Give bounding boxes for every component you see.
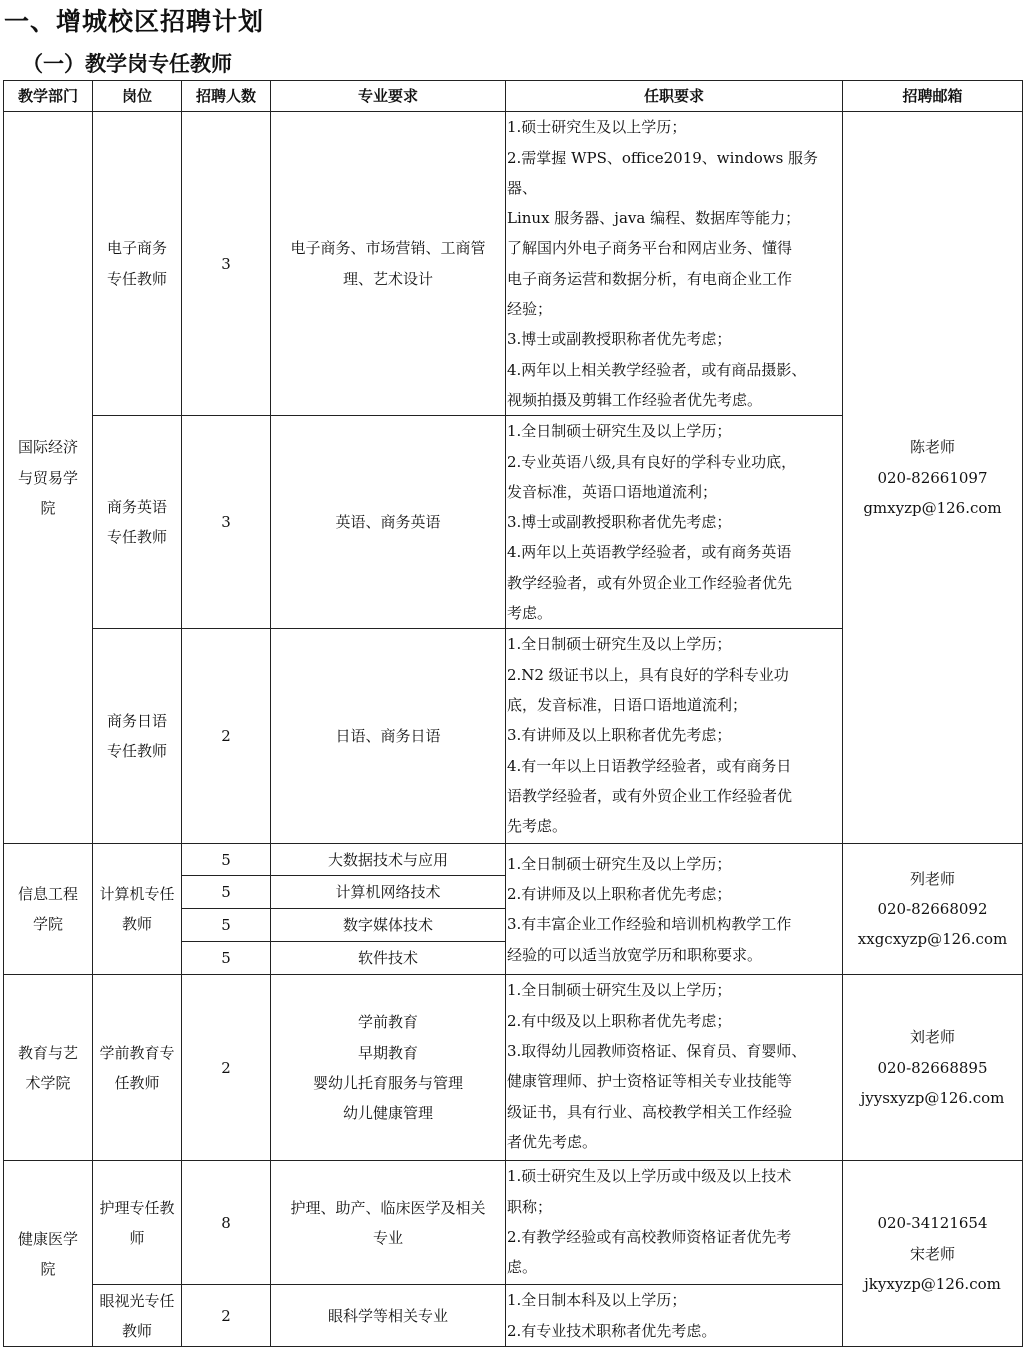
count-cell: 5 xyxy=(182,942,271,975)
text-line: 专任教师 xyxy=(106,742,167,761)
text-line: 宋老师 xyxy=(909,1244,955,1263)
text-line: 院 xyxy=(40,498,56,517)
text-line: 电子商务 xyxy=(106,239,167,258)
text-line: 先考虑。 xyxy=(507,817,568,836)
text-line: jkyxyzp@126.com xyxy=(864,1274,1001,1293)
table-row xyxy=(4,975,1023,1161)
text-line: 教育与艺 xyxy=(17,1043,78,1062)
count-cell: 5 xyxy=(182,909,271,942)
text-line: 经验； xyxy=(507,300,553,319)
text-line: 020-82661097 xyxy=(877,468,988,487)
position-cell xyxy=(93,975,182,1161)
text-line: 专任教师 xyxy=(106,269,167,288)
dept-cell xyxy=(4,112,93,844)
header-position: 岗位 xyxy=(93,81,182,112)
count-cell: 2 xyxy=(182,1285,271,1347)
major-cell xyxy=(271,1161,506,1285)
count-cell: 5 xyxy=(182,844,271,876)
text-line: 2.有教学经验或有高校教师资格证者优先考 xyxy=(507,1227,792,1246)
text-line: 1.全日制硕士研究生及以上学历； xyxy=(507,981,732,1000)
dept-cell xyxy=(4,975,93,1161)
header-dept: 教学部门 xyxy=(4,81,93,112)
text-line: 了解国内外电子商务平台和网店业务、懂得 xyxy=(507,239,793,258)
text-line: 学前教育 xyxy=(357,1013,418,1032)
text-line: 语教学经验者，或有外贸企业工作经验者优 xyxy=(507,786,793,805)
text-line: 1.全日制硕士研究生及以上学历； xyxy=(507,635,732,654)
text-line: 护理专任教 xyxy=(99,1198,175,1217)
contact-cell xyxy=(843,112,1023,844)
count-cell: 5 xyxy=(182,876,271,909)
text-line: 考虑。 xyxy=(507,604,553,623)
position-cell xyxy=(93,629,182,844)
requirements-cell xyxy=(506,112,843,416)
text-line: 与贸易学 xyxy=(17,468,78,487)
count-cell: 8 xyxy=(182,1161,271,1285)
text-line: 级证书，具有行业、高校教学相关工作经验 xyxy=(507,1102,793,1121)
text-line: 020-82668895 xyxy=(877,1058,988,1077)
text-line: 院 xyxy=(40,1259,56,1278)
text-line: 专任教师 xyxy=(106,528,167,547)
text-line: 1.全日制硕士研究生及以上学历； xyxy=(507,422,732,441)
text-line: 视频拍摄及剪辑工作经验者优先考虑。 xyxy=(507,390,763,409)
text-line: 4.两年以上相关教学经验者，或有商品摄影、 xyxy=(507,360,807,379)
contact-cell xyxy=(843,844,1023,975)
text-line: 信息工程 xyxy=(17,885,78,904)
text-line: 英语、商务英语 xyxy=(335,513,441,532)
text-line: Linux 服务器、java 编程、数据库等能力； xyxy=(507,209,801,228)
text-line: 2.需掌握 WPS、office2019、windows 服务器、 xyxy=(507,148,819,197)
position-cell xyxy=(93,1285,182,1347)
text-line: 学院 xyxy=(32,915,63,934)
text-line: 1.全日制本科及以上学历； xyxy=(507,1291,687,1310)
major-cell: 计算机网络技术 xyxy=(271,876,506,909)
major-cell xyxy=(271,112,506,416)
text-line: 1.硕士研究生及以上学历； xyxy=(507,118,687,137)
text-line: 3.有讲师及以上职称者优先考虑； xyxy=(507,726,732,745)
header-major: 专业要求 xyxy=(271,81,506,112)
text-line: 幼儿健康管理 xyxy=(342,1104,433,1123)
text-line: 陈老师 xyxy=(909,438,955,457)
major-cell: 软件技术 xyxy=(271,942,506,975)
text-line: 1.全日制硕士研究生及以上学历； xyxy=(507,854,732,873)
text-line: 电子商务、市场营销、工商管 xyxy=(290,239,486,258)
text-line: 2.有中级及以上职称者优先考虑； xyxy=(507,1011,732,1030)
table-row xyxy=(4,844,1023,876)
text-line: 任教师 xyxy=(114,1073,160,1092)
count-cell: 3 xyxy=(182,416,271,629)
text-line: xxgcxyzp@126.com xyxy=(857,930,1008,949)
text-line: 2.专业英语八级,具有良好的学科专业功底， xyxy=(507,452,797,471)
text-line: 发音标准，英语口语地道流利； xyxy=(507,482,718,501)
text-line: 底，发音标准，日语口语地道流利； xyxy=(507,695,748,714)
text-line: 日语、商务日语 xyxy=(335,727,441,746)
text-line: 4.有一年以上日语教学经验者，或有商务日 xyxy=(507,756,792,775)
text-line: 学前教育专 xyxy=(99,1043,175,1062)
header-count: 招聘人数 xyxy=(182,81,271,112)
text-line: 3.取得幼儿园教师资格证、保育员、育婴师、 xyxy=(507,1041,807,1060)
text-line: 1.硕士研究生及以上学历或中级及以上技术 xyxy=(507,1167,792,1186)
text-line: 国际经济 xyxy=(17,438,78,457)
major-cell: 数字媒体技术 xyxy=(271,909,506,942)
text-line: 职称； xyxy=(507,1197,553,1216)
header-requirements: 任职要求 xyxy=(506,81,843,112)
text-line: 经验的可以适当放宽学历和职称要求。 xyxy=(507,945,763,964)
table-header-row xyxy=(4,81,1023,112)
text-line: 眼视光专任 xyxy=(99,1291,175,1310)
text-line: 专业 xyxy=(372,1228,403,1247)
count-cell: 3 xyxy=(182,112,271,416)
requirements-cell xyxy=(506,629,843,844)
position-cell xyxy=(93,112,182,416)
requirements-cell xyxy=(506,1285,843,1347)
text-line: 列老师 xyxy=(909,869,955,888)
text-line: 婴幼儿托育服务与管理 xyxy=(312,1073,463,1092)
text-line: gmxyzp@126.com xyxy=(863,498,1002,517)
requirements-cell xyxy=(506,1161,843,1285)
text-line: 020-82668092 xyxy=(877,900,988,919)
text-line: 计算机专任 xyxy=(99,885,175,904)
section-title: （一）教学岗专任教师 xyxy=(22,52,232,76)
text-line: 3.博士或副教授职称者优先考虑； xyxy=(507,513,732,532)
table-row xyxy=(4,112,1023,416)
text-line: 020-34121654 xyxy=(877,1214,988,1233)
text-line: 2.有专业技术职称者优先考虑。 xyxy=(507,1321,717,1340)
count-cell: 2 xyxy=(182,629,271,844)
text-line: 者优先考虑。 xyxy=(507,1132,598,1151)
text-line: 教师 xyxy=(121,1321,152,1340)
contact-cell xyxy=(843,975,1023,1161)
text-line: 理、艺术设计 xyxy=(342,269,433,288)
major-cell: 大数据技术与应用 xyxy=(271,844,506,876)
text-line: 眼科学等相关专业 xyxy=(327,1306,448,1325)
text-line: 3.博士或副教授职称者优先考虑； xyxy=(507,330,732,349)
text-line: 健康医学 xyxy=(17,1229,78,1248)
header-email: 招聘邮箱 xyxy=(843,81,1023,112)
text-line: 电子商务运营和数据分析，有电商企业工作 xyxy=(507,269,793,288)
text-line: 护理、助产、临床医学及相关 xyxy=(290,1198,486,1217)
position-cell xyxy=(93,844,182,975)
position-cell xyxy=(93,1161,182,1285)
text-line: 教学经验者，或有外贸企业工作经验者优先 xyxy=(507,573,793,592)
text-line: 商务英语 xyxy=(106,498,167,516)
major-cell xyxy=(271,975,506,1161)
dept-cell xyxy=(4,844,93,975)
recruitment-table xyxy=(3,80,1023,1347)
text-line: 教师 xyxy=(121,915,152,934)
text-line: 商务日语 xyxy=(106,712,167,731)
requirements-cell xyxy=(506,975,843,1161)
major-cell xyxy=(271,629,506,844)
text-line: 虑。 xyxy=(507,1258,538,1277)
requirements-cell xyxy=(506,416,843,629)
table-row xyxy=(4,1161,1023,1285)
text-line: 术学院 xyxy=(25,1073,71,1092)
text-line: 2.N2 级证书以上，具有良好的学科专业功 xyxy=(507,665,789,684)
text-line: 刘老师 xyxy=(909,1028,955,1047)
text-line: 早期教育 xyxy=(357,1043,418,1062)
requirements-cell xyxy=(506,844,843,975)
position-cell xyxy=(93,416,182,629)
text-line: 2.有讲师及以上职称者优先考虑； xyxy=(507,885,732,904)
major-cell xyxy=(271,1285,506,1347)
text-line: 师 xyxy=(129,1228,145,1247)
count-cell: 2 xyxy=(182,975,271,1161)
text-line: 健康管理师、护士资格证等相关专业技能等 xyxy=(507,1072,793,1091)
text-line: 3.有丰富企业工作经验和培训机构教学工作 xyxy=(507,915,792,934)
page-title: 一、增城校区招聘计划 xyxy=(4,7,265,36)
text-line: 4.两年以上英语教学经验者，或有商务英语 xyxy=(507,543,792,562)
major-cell xyxy=(271,416,506,629)
text-line: jyysxyzp@126.com xyxy=(860,1088,1005,1107)
